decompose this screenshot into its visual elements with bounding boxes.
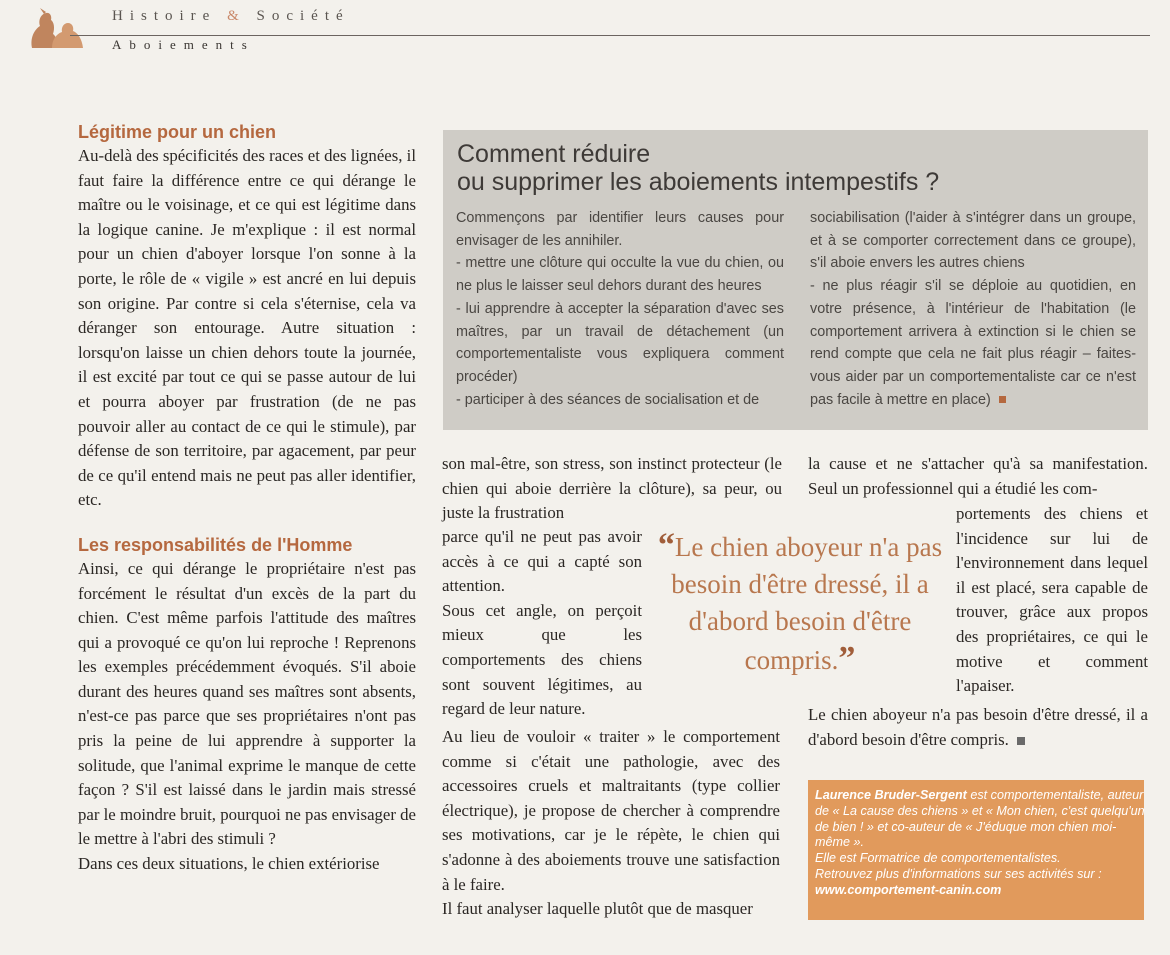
- header-subsection: Aboiements: [112, 37, 255, 52]
- heading-responsabilites: Les responsabilités de l'Homme: [78, 534, 353, 555]
- middle-column-lower: [442, 725, 780, 922]
- box-paragraph: sociabilisation (l'aider à s'intégrer dans un groupe, et à se comporter correctement dans ce groupe), s'il aboie envers les autres chiens: [810, 210, 1136, 272]
- paragraph: Sous cet angle, on perçoit mieux que les comportements des chiens sont souvent légitimes, au regard de leur nature.: [442, 600, 642, 719]
- heading-legitime: Légitime pour un chien: [78, 122, 277, 142]
- author-bio: Laurence Bruder-Sergent est comportementaliste, auteur de « La cause des chiens » et « Mon chien, c'est quelqu'un de bien ! » et co-auteur de « J'éduque mon chien moi-même ». Elle est Formatrice de comportementalistes. Retrouvez plus d'informations sur ses activités sur : www.comportement-canin.com: [815, 788, 1145, 897]
- right-column-lower: [808, 703, 1148, 752]
- right-column: [808, 452, 1148, 501]
- paragraph: la cause et ne s'attacher qu'à sa manifestation. Seul un professionnel qui a étudié les com-: [808, 454, 1148, 498]
- paragraph: Il faut analyser laquelle plutôt que de masquer: [442, 899, 753, 919]
- paragraph: son mal-être, son stress, son instinct protecteur (le chien qui aboie derrière la clôture), sa peur, ou juste la frustration: [442, 454, 782, 523]
- paragraph: parce qu'il ne peut pas avoir accès à ce qui a capté son attention.: [442, 527, 642, 596]
- paragraph: Ainsi, ce qui dérange le propriétaire n'est pas forcément le résultat d'un excès de la part du chien. C'est même parfois l'attitude des maîtres qui a provoqué ce qu'on lui reproche ! Reprenons les exemples précédemment évoqués. S'il aboie durant des heures quand ses maîtres sont absents, n'est-ce pas parce que ses propriétaires n'ont pas pris la peine de lui apprendre à supporter la solitude, que l'animal exprime le manque de cette façon ? S'il est laissé dans le jardin mais stressé par le moindre bruit, pourquoi ne pas envisager de le mettre à l'abri des stimuli ?: [78, 558, 416, 849]
- paragraph: Au-delà des spécificités des races et des lignées, il faut faire la différence entre ce qui dérange le maître ou le voisinage, et ce qui est légitime dans la logique canine. Je m'explique : il est normal pour un chien d'aboyer lorsque l'on sonne à la porte, le rôle de « vigile » est ancré en lui depuis son origine. Par contre si cela s'éternise, cela va déranger son entourage. Autre situation : lorsqu'on laisse un chien dehors toute la journée, il est excité par tout ce qui se passe autour de lui et pourra aboyer par frustration (de ne pas pouvoir aller au contact de ce qui le stimule), par défense de son territoire, par agacement, par peur de ce qu'il entend mais ne peut pas aller identifier, etc.: [78, 146, 416, 510]
- paragraph: Au lieu de vouloir « traiter » le comportement comme si c'était une pathologie, avec des accessoires cruels et maltraitants (type collier électrique), je propose de chercher à comprendre ses motivations, car je le répète, le chien qui s'adonne à des aboiements trouve une satisfaction à le faire.: [442, 727, 780, 894]
- open-quote-mark: “: [657, 527, 675, 564]
- dogs-silhouette-icon: [28, 4, 88, 52]
- pull-quote-text: Le chien aboyeur n'a pas besoin d'être dressé, il a d'abord besoin d'être compris.: [671, 532, 943, 675]
- header-rule: [70, 35, 1150, 36]
- paragraph: portements des chiens et l'incidence sur lui de l'environnement dans lequel il est placé, sera capable de trouver, grâce aux propos des propriétaires, ce qui le motive et comment l'apaiser.: [956, 504, 1148, 696]
- box-paragraph: - mettre une clôture qui occulte la vue du chien, ou ne plus le laisser seul dehors durant des heures: [456, 255, 784, 295]
- box-paragraph: - ne plus réagir s'il se déploie au quotidien, en votre présence, à l'intérieur de l'habitation (le comportement arrivera à extinction si le chien se rend compte que cela ne fait plus réagir – faites-vous aider par un comportementaliste car ce n'est pas facile à mettre en place): [810, 278, 1136, 408]
- left-column: [78, 120, 416, 877]
- middle-column-narrow: [442, 525, 642, 722]
- box-title: Comment réduire ou supprimer les aboiements intempestifs ?: [457, 140, 940, 196]
- author-website-link[interactable]: www.comportement-canin.com: [815, 882, 1002, 897]
- close-quote-mark: ”: [838, 640, 856, 677]
- pull-quote: [655, 527, 945, 679]
- right-column-narrow: [956, 502, 1148, 699]
- paragraph: Le chien aboyeur n'a pas besoin d'être dressé, il a d'abord besoin d'être compris.: [808, 705, 1148, 749]
- middle-column: [442, 452, 782, 526]
- paragraph: Dans ces deux situations, le chien extériorise: [78, 854, 380, 874]
- box-paragraph: - participer à des séances de socialisation et de: [456, 391, 760, 408]
- box-column-2: [810, 207, 1136, 411]
- end-square-icon: [999, 396, 1006, 403]
- box-column-1: [456, 207, 784, 411]
- box-paragraph: Commençons par identifier leurs causes pour envisager de les annihiler.: [456, 210, 784, 249]
- author-name: Laurence Bruder-Sergent: [815, 788, 967, 802]
- header-section: Histoire & Société: [112, 8, 350, 24]
- end-square-icon: [1017, 737, 1025, 745]
- box-paragraph: - lui apprendre à accepter la séparation d'avec ses maîtres, par un travail de détachement (un comportementaliste vous expliquera comment procéder): [456, 300, 784, 385]
